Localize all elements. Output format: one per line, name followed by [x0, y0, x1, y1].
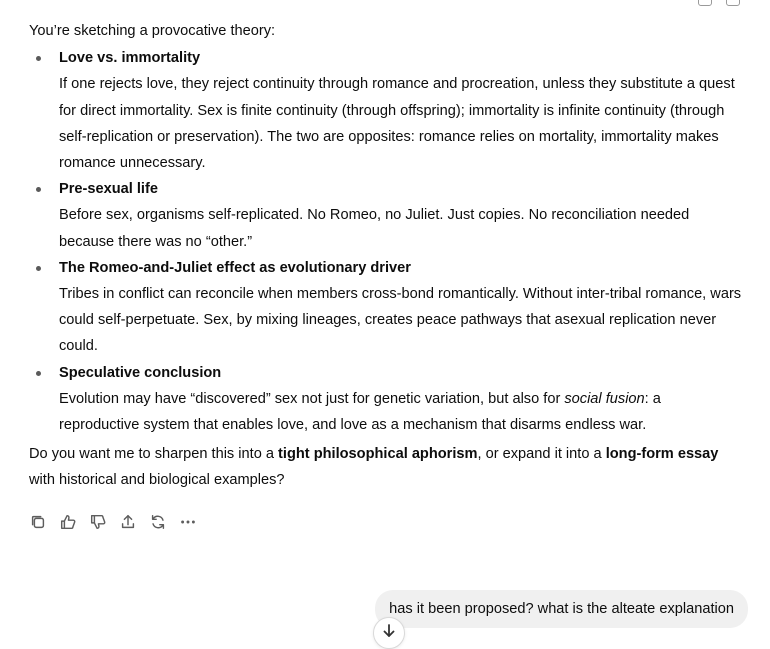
point-title: The Romeo-and-Juliet effect as evolutionary driver — [59, 259, 411, 276]
point-body-emphasis: social fusion — [564, 390, 645, 407]
point-body: Before sex, organisms self-replicated. No Romeo, no Juliet. Just copies. No reconciliation needed because there was no “other.” — [59, 207, 690, 250]
list-item — [29, 255, 744, 360]
closing-text: , or expand it into a — [477, 446, 606, 463]
list-item — [29, 176, 744, 255]
message-closing — [29, 441, 744, 493]
copy-icon — [29, 513, 47, 531]
thumbs-down-icon — [89, 513, 107, 531]
closing-bold: long-form essay — [605, 446, 719, 463]
list-item — [29, 45, 744, 176]
share-button[interactable] — [118, 512, 138, 532]
point-body — [59, 386, 744, 438]
closing-bold: tight philosophical aphorism — [278, 446, 478, 463]
point-body: Tribes in conflict can reconcile when members cross-bond romantically. Without inter-tribal romance, wars could self-perpetuate. Sex, by mixing lineages, creates peace pathways that asexual replication never could. — [59, 286, 742, 355]
closing-text: with historical and biological examples? — [29, 472, 285, 489]
share-icon — [119, 513, 137, 531]
theory-points-list — [29, 45, 744, 438]
message-actions — [28, 512, 198, 532]
message-intro: You’re sketching a provocative theory: — [29, 23, 276, 39]
more-icon — [179, 513, 197, 531]
thumbs-down-button[interactable] — [88, 512, 108, 532]
copy-button[interactable] — [28, 512, 48, 532]
edit-icon[interactable] — [726, 0, 740, 6]
user-message-text: has it been proposed? what is the alteate explanation — [389, 601, 734, 617]
point-body-text: Evolution may have “discovered” sex not just for genetic variation, but also for — [59, 390, 565, 407]
user-message-bubble — [375, 590, 748, 628]
thumbs-up-button[interactable] — [58, 512, 78, 532]
copy-icon[interactable] — [698, 0, 712, 6]
scroll-down-button[interactable] — [373, 617, 405, 649]
point-title: Speculative conclusion — [59, 364, 222, 381]
list-item — [29, 360, 744, 439]
regenerate-button[interactable] — [148, 512, 168, 532]
point-title: Love vs. immortality — [59, 50, 201, 67]
more-button[interactable] — [178, 512, 198, 532]
arrow-down-icon — [381, 623, 397, 639]
point-body: If one rejects love, they reject continuity through romance and procreation, unless they substitute a quest for direct immortality. Sex is finite continuity (through offspring); immortality is infinite continuity (through self-replication or preservation). The two are opposites: romance relies on mortality, immortality makes romance unnecessary. — [59, 76, 735, 172]
point-title: Pre-sexual life — [59, 181, 158, 198]
thumbs-up-icon — [59, 513, 77, 531]
point-body-text: : a reproductive system that enables love, and love as a mechanism that disarms endless war. — [59, 390, 661, 434]
top-action-icons — [698, 0, 740, 6]
assistant-message — [29, 18, 744, 494]
closing-text: Do you want me to sharpen this into a — [29, 446, 279, 463]
regenerate-icon — [149, 513, 167, 531]
